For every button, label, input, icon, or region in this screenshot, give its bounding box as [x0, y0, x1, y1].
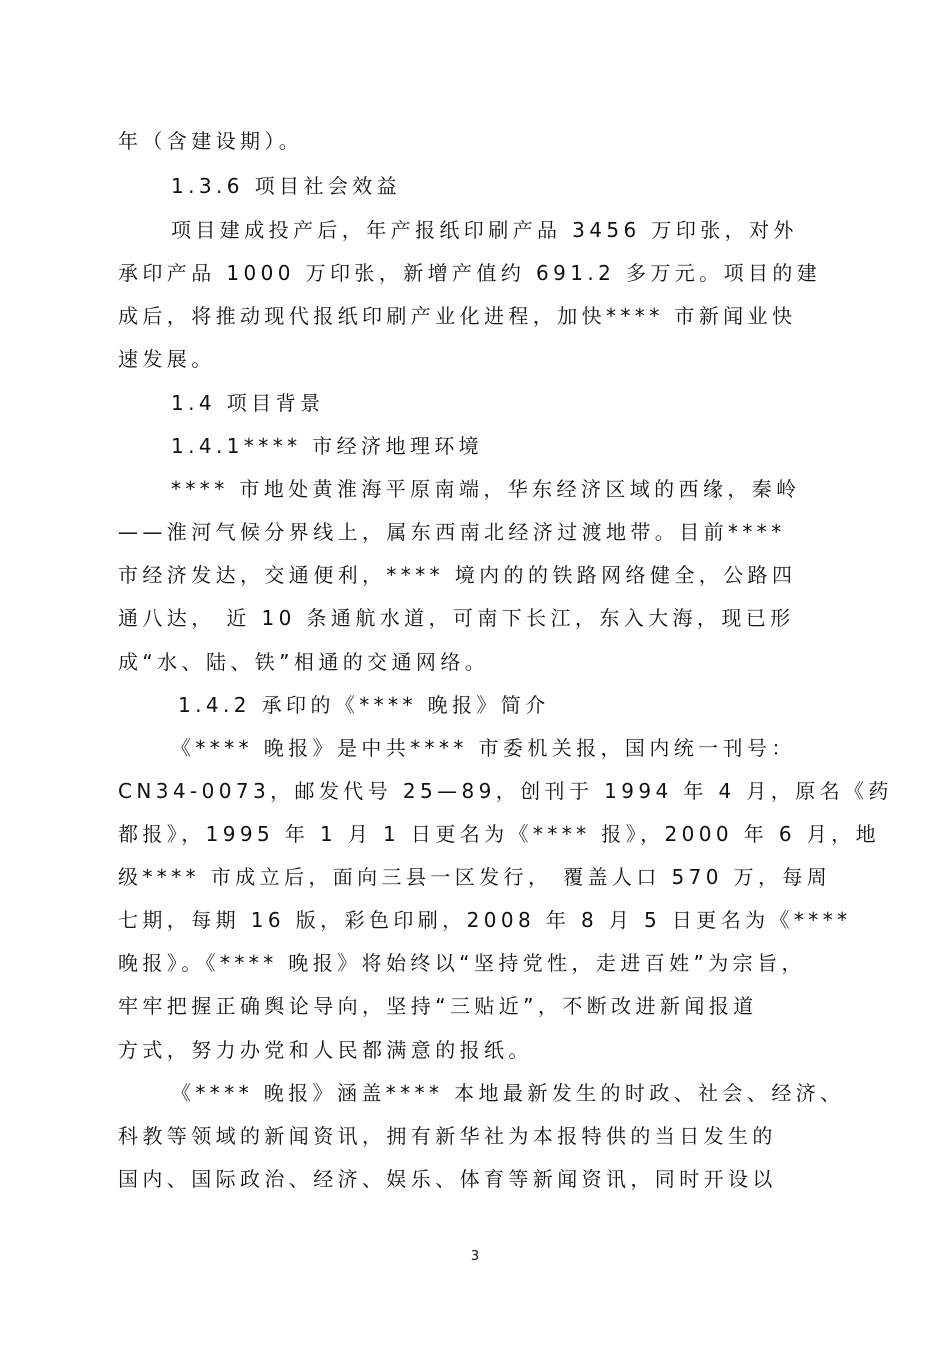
text-line: CN34-0073，邮发代号 25—89，创刊于 1994 年 4 月，原名《药: [118, 779, 893, 803]
section-heading: 1.4.2 承印的《**** 晚报》简介: [178, 693, 550, 717]
text-line: 《**** 晚报》是中共**** 市委机关报，国内统一刊号：: [171, 736, 796, 760]
text-line: 年（含建设期）。: [118, 129, 304, 153]
page-number: 3: [470, 1249, 480, 1264]
text-line: 市经济发达，交通便利，**** 境内的的铁路网络健全，公路四: [118, 563, 797, 587]
text-line: 科教等领域的新闻资讯，拥有新华社为本报特供的当日发生的: [118, 1124, 777, 1148]
text-line: 项目建成投产后，年产报纸印刷产品 3456 万印张，对外: [171, 218, 798, 242]
text-line: 晚报》。《**** 晚报》将始终以“坚持党性，走进百姓”为宗旨，: [118, 951, 806, 975]
text-line: 成后，将推动现代报纸印刷产业化进程，加快**** 市新闻业快: [118, 304, 797, 328]
text-line: 牢牢把握正确舆论导向，坚持“三贴近”，不断改进新闻报道: [118, 994, 758, 1018]
text-line: ——淮河气候分界线上，属东西南北经济过渡地带。目前****: [118, 520, 786, 544]
text-line: 国内、国际政治、经济、娱乐、体育等新闻资讯，同时开设以: [118, 1167, 777, 1191]
text-line: 成“水、陆、铁”相通的交通网络。: [118, 650, 490, 674]
text-line: 方式，努力办党和人民都满意的报纸。: [118, 1038, 533, 1062]
section-heading: 1.4 项目背景: [171, 391, 325, 415]
text-line: 级**** 市成立后，面向三县一区发行， 覆盖人口 570 万，每周: [118, 865, 832, 889]
text-line: 《**** 晚报》涵盖**** 本地最新发生的时政、社会、经济、: [171, 1081, 845, 1105]
text-line: 都报》，1995 年 1 月 1 日更名为《**** 报》，2000 年 6 月，地: [118, 822, 880, 846]
text-line: **** 市地处黄淮海平原南端，华东经济区域的西缘，秦岭: [171, 477, 801, 501]
text-line: 速发展。: [118, 347, 216, 371]
text-line: 承印产品 1000 万印张，新增产值约 691.2 多万元。项目的建: [118, 261, 822, 285]
text-line: 通八达， 近 10 条通航水道，可南下长江，东入大海，现已形: [118, 606, 795, 630]
text-line: 七期，每期 16 版，彩色印刷，2008 年 8 月 5 日更名为《****: [118, 908, 852, 932]
section-heading: 1.3.6 项目社会效益: [171, 174, 402, 198]
section-heading: 1.4.1**** 市经济地理环境: [171, 434, 484, 458]
